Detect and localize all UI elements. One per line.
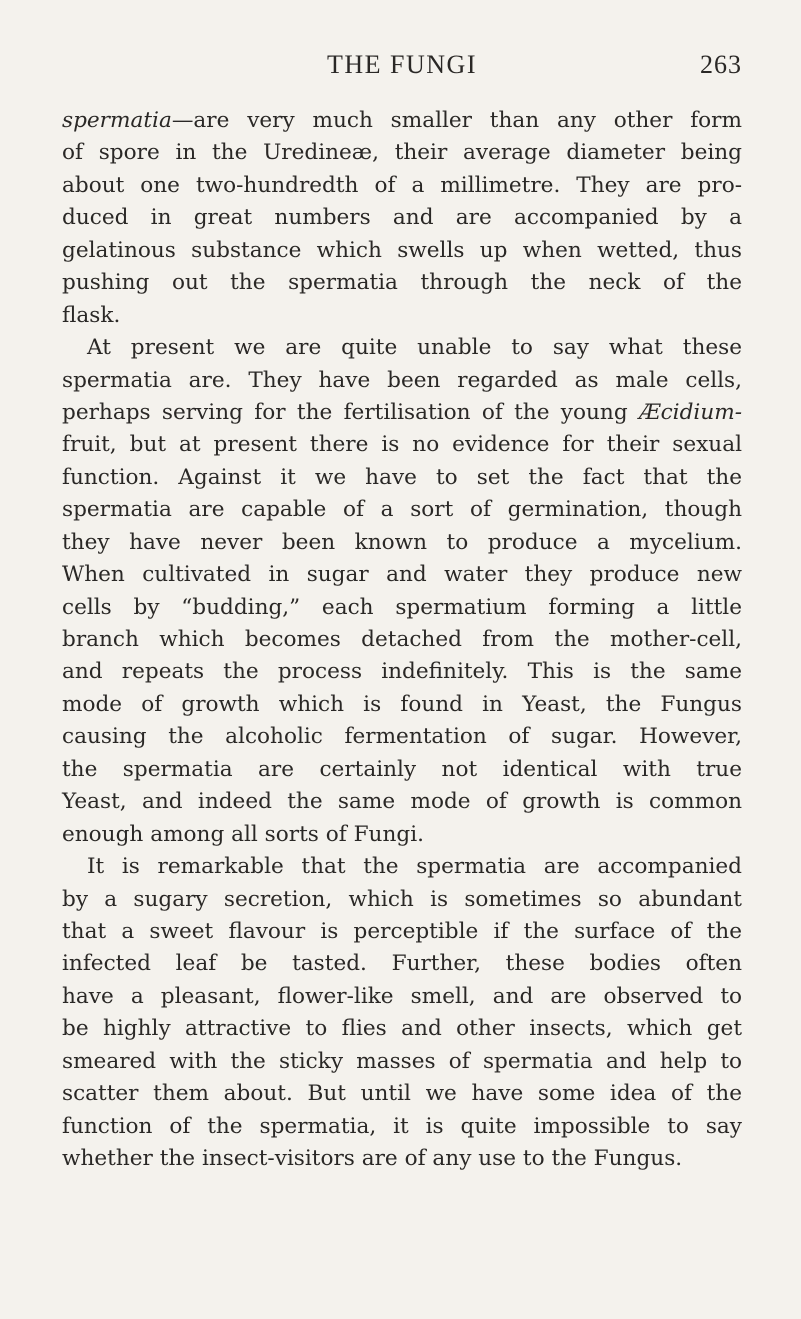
text-segment: It is remarkable that the spermatia are accompanied (87, 854, 742, 880)
text-line (62, 429, 742, 461)
text-segment: about one two-hundredth of a millimetre. They are pro- (62, 172, 742, 198)
text-segment: causing the alcoholic fermentation of sugar. However, (62, 724, 742, 750)
text-line (62, 1046, 742, 1078)
text-segment: —are very much smaller than any other form (171, 108, 742, 133)
text-segment: that a sweet flavour is perceptible if the surface of the (62, 918, 742, 944)
text-line (62, 170, 742, 202)
text-segment: At present we are quite unable to say what these (87, 335, 742, 361)
text-line (62, 137, 742, 169)
text-line (62, 105, 742, 137)
running-head (62, 50, 742, 86)
text-line (62, 300, 742, 332)
text-line (62, 721, 742, 753)
text-line (62, 494, 742, 526)
text-line (62, 235, 742, 267)
text-segment: fruit, but at present there is no evidence for their sexual (62, 432, 742, 458)
text-segment: scatter them about. But until we have some idea of the (62, 1081, 742, 1107)
text-segment: spermatia are capable of a sort of germination, though (62, 497, 742, 523)
text-segment: be highly attractive to flies and other insects, which get (62, 1016, 742, 1042)
text-segment: flask. (62, 302, 121, 328)
text-segment: branch which becomes detached from the mother-cell, (62, 627, 742, 652)
page-number: 263 (700, 50, 742, 79)
text-segment: perhaps serving for the fertilisation of the young (62, 399, 639, 425)
text-line (62, 365, 742, 397)
text-segment: infected leaf be tasted. Further, these bodies often (62, 951, 742, 977)
text-line (62, 397, 742, 429)
running-title: THE FUNGI (327, 50, 477, 79)
text-line (62, 851, 742, 883)
text-line (62, 981, 742, 1013)
text-line (62, 948, 742, 980)
text-segment: When cultivated in sugar and water they produce new (62, 562, 742, 588)
text-line (62, 202, 742, 234)
text-segment: by a sugary secretion, which is sometimes so abundant (62, 886, 742, 912)
text-segment: spermatia are. They have been regarded as male cells, (62, 367, 742, 393)
text-segment: they have never been known to produce a mycelium. (62, 529, 742, 555)
italic-term: Æcidium- (638, 399, 742, 425)
text-line (62, 689, 742, 721)
text-segment: enough among all sorts of Fungi. (62, 821, 424, 847)
text-line (62, 754, 742, 786)
text-segment: pushing out the spermatia through the neck of the (62, 270, 742, 296)
text-line (62, 1111, 742, 1143)
text-segment: of spore in the Uredineæ, their average diameter being (62, 140, 742, 166)
text-segment: function of the spermatia, it is quite impossible to say (62, 1113, 742, 1139)
text-line (62, 884, 742, 916)
text-line (62, 332, 742, 364)
text-line (62, 819, 742, 851)
text-segment: Yeast, and indeed the same mode of growth is common (62, 789, 742, 815)
text-line (62, 267, 742, 299)
text-line (62, 559, 742, 591)
italic-term: spermatia (62, 108, 172, 133)
text-segment: whether the insect-visitors are of any use to the Fungus. (62, 1146, 683, 1171)
text-line (62, 1013, 742, 1045)
text-segment: and repeats the process indefinitely. This is the same (62, 659, 742, 685)
text-segment: the spermatia are certainly not identical with true (62, 756, 742, 782)
text-line (62, 1078, 742, 1110)
text-line (62, 462, 742, 494)
text-line (62, 624, 742, 656)
text-segment: smeared with the sticky masses of spermatia and help to (62, 1048, 742, 1074)
text-line (62, 786, 742, 818)
text-line (62, 656, 742, 688)
text-segment: gelatinous substance which swells up when wetted, thus (62, 237, 742, 263)
text-line (62, 592, 742, 624)
text-segment: cells by “budding,” each spermatium forming a little (62, 594, 742, 620)
text-line (62, 527, 742, 559)
text-segment: duced in great numbers and are accompanied by a (62, 205, 742, 231)
body-text (62, 105, 742, 1175)
text-line (62, 1143, 742, 1175)
text-line (62, 916, 742, 948)
text-segment: mode of growth which is found in Yeast, the Fungus (62, 691, 742, 717)
text-segment: have a pleasant, flower-like smell, and are observed to (62, 983, 742, 1009)
text-segment: function. Against it we have to set the fact that the (62, 464, 742, 490)
